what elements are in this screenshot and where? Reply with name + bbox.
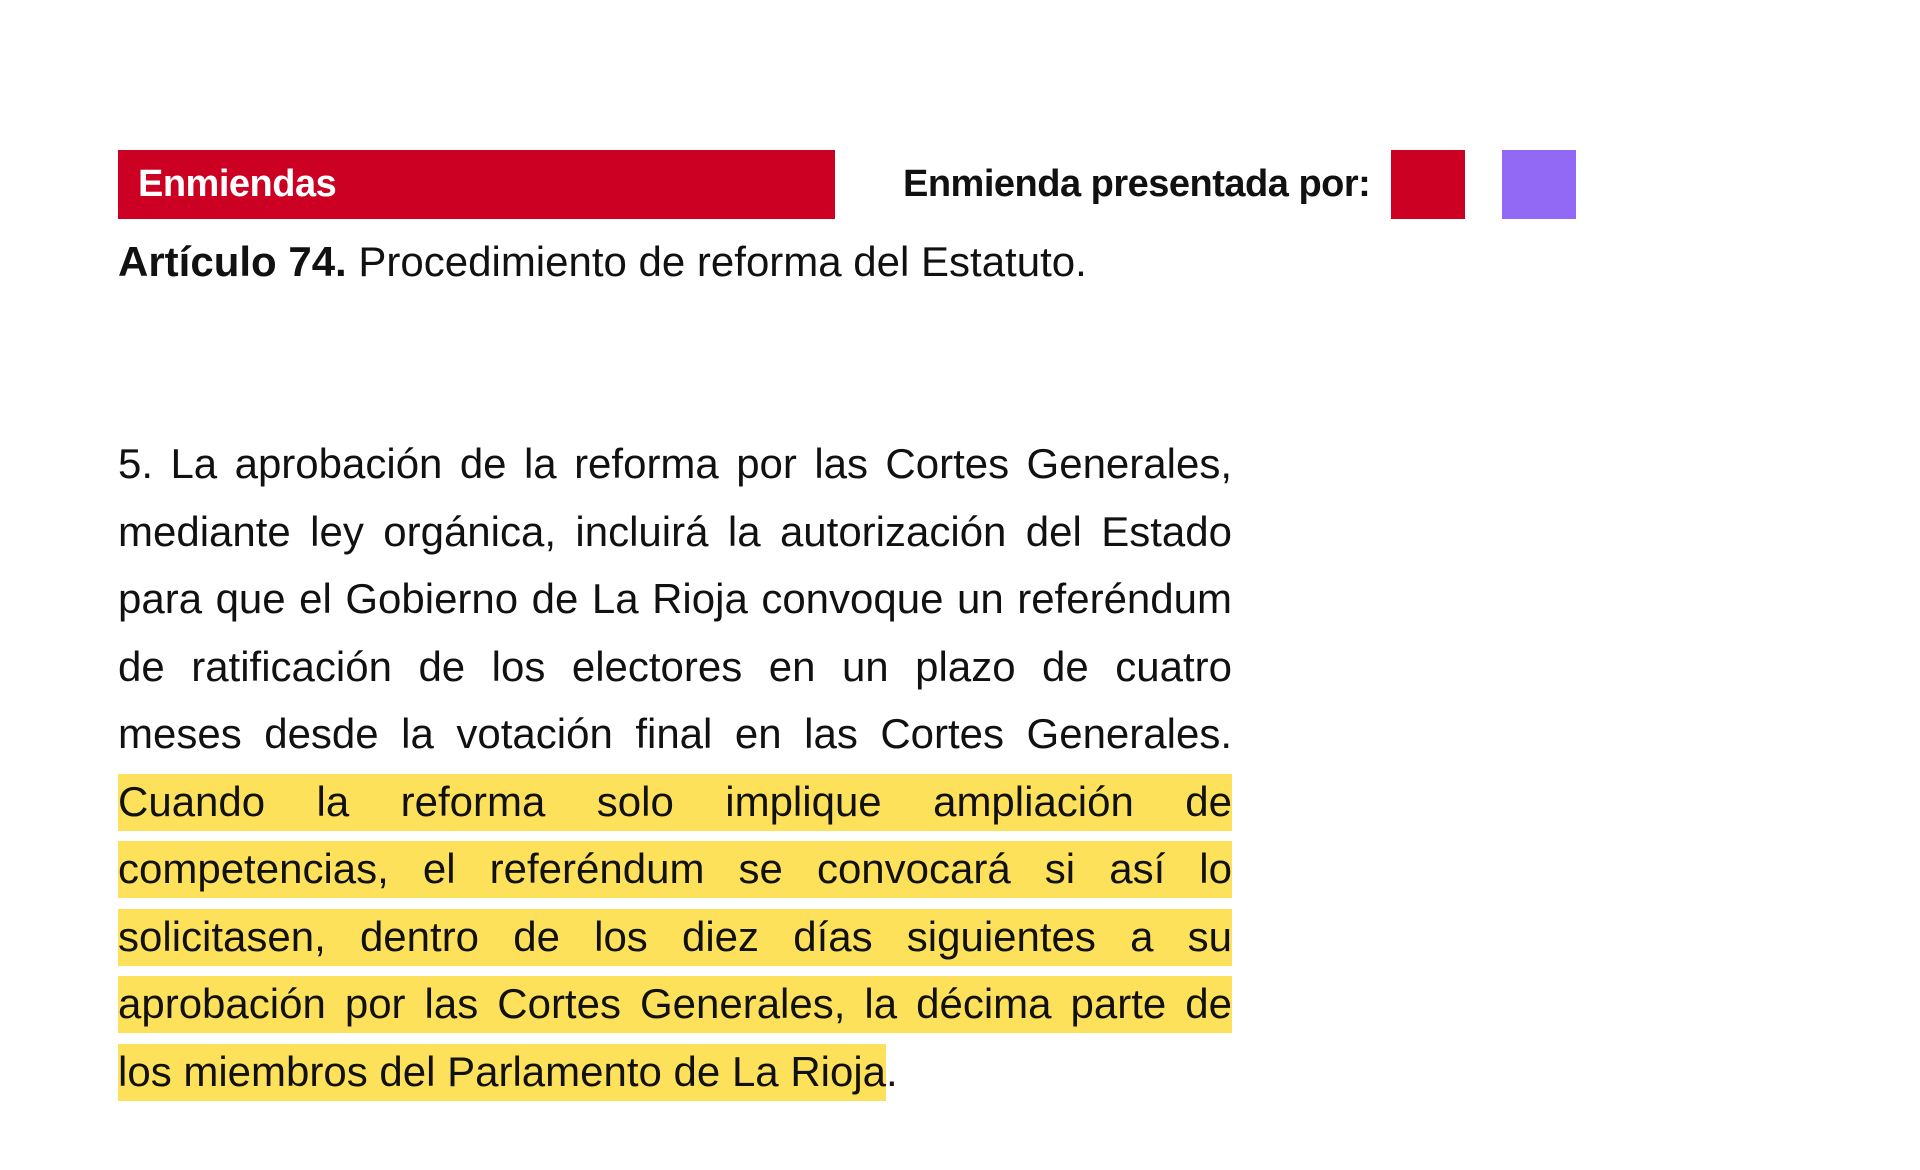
section-title: Enmiendas	[138, 163, 337, 205]
presented-by-label: Enmienda presentada por:	[903, 163, 1371, 205]
section-banner	[118, 150, 835, 219]
original-text: 5. La aprobación de la reforma por las Cortes Generales, mediante ley orgánica, incluirá la autorización del Estado para que el Gobierno de La Rioja convoque un referéndum de ratificación de los electores en un plazo de cuatro meses desde la votación final en las Cortes Generales.	[118, 440, 1232, 757]
amendment-paragraph	[118, 430, 1232, 1105]
party-color-swatch-red	[1391, 150, 1465, 219]
party-color-swatch-purple	[1502, 150, 1576, 219]
article-title: Procedimiento de reforma del Estatuto.	[358, 238, 1087, 285]
highlighted-amendment-text: Cuando la reforma solo implique ampliación de competencias, el referéndum se convocará si así lo solicitasen, dentro de los diez días siguientes a su aprobación por las Cortes Generales, la décima parte de los miembros del Parlamento de La Rioja	[118, 774, 1232, 1101]
trailing-period: .	[886, 1047, 898, 1095]
article-heading	[118, 232, 1087, 292]
article-number: Artículo 74.	[118, 238, 347, 285]
